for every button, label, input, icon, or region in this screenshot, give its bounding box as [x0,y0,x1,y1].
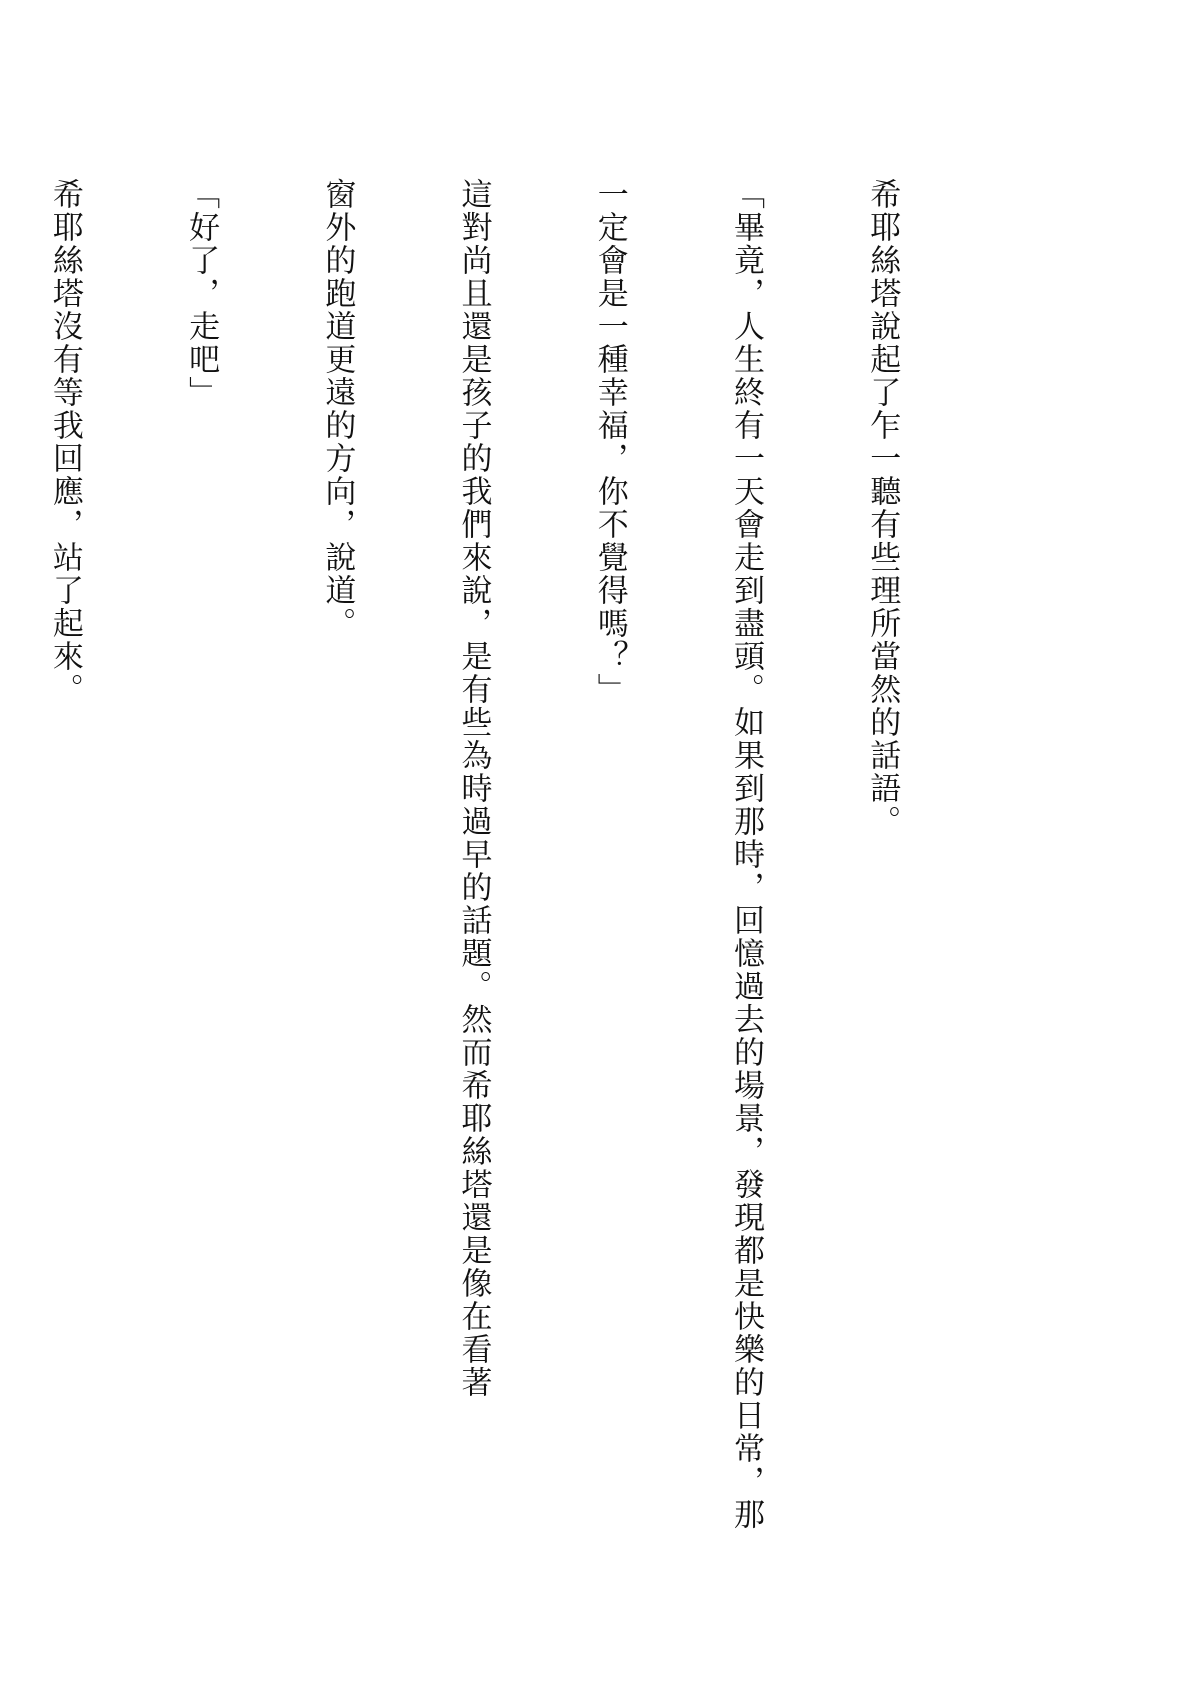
text-line: 希耶絲塔沒有等我回應，站了起來。 [46,178,83,706]
text-line: 窗外的跑道更遠的方向，說道。 [319,178,356,640]
text-line: 這對尚且還是孩子的我們來說，是有些為時過早的話題。然而希耶絲塔還是像在看著 [455,178,492,1399]
vertical-text-body [0,178,995,1658]
text-line: 希耶絲塔說起了乍一聽有些理所當然的話語。 [864,178,901,838]
text-line: 「好了，走吧」 [183,178,220,409]
text-line: 一定會是一種幸福，你不覺得嗎？」 [591,178,628,706]
text-line: 「畢竟，人生終有一天會走到盡頭。如果到那時，回憶過去的場景，發現都是快樂的日常，那 [727,178,764,1531]
